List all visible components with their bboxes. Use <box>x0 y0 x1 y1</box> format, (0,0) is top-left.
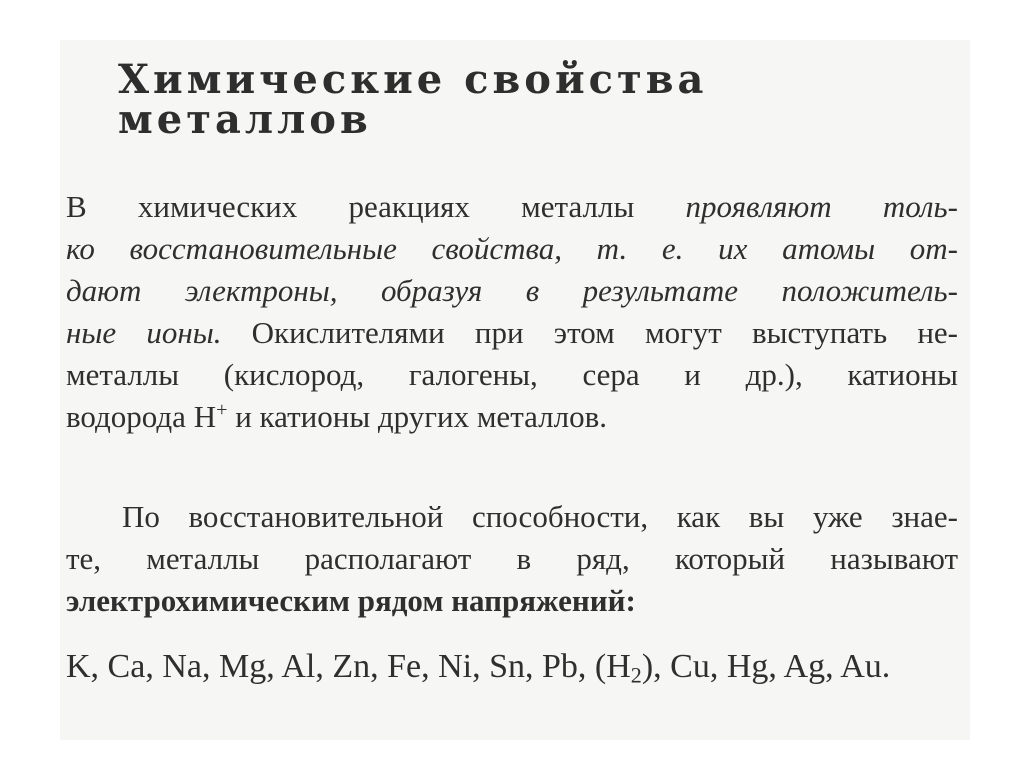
superscript: + <box>216 398 228 421</box>
paragraph-2-line-3: электрохимическим рядом напряжений: <box>66 583 636 618</box>
electrochemical-series <box>66 645 958 698</box>
text-run: Окислителями при этом могут выступать не- <box>221 315 958 350</box>
paragraph-2-line-2: те, металлы располагают в ряд, который называют <box>66 541 958 576</box>
paragraph-1-line-3 <box>66 270 958 312</box>
italic-run: образуя в результате положитель- <box>380 273 958 308</box>
italic-run: дают электроны, <box>66 273 381 308</box>
paragraph-1-line-2: ко восстановительные свойства, т. е. их атомы от- <box>66 231 958 266</box>
subscript: 2 <box>630 662 642 688</box>
text-run: водорода H <box>66 399 217 434</box>
italic-run: проявляют толь- <box>685 189 958 224</box>
italic-run: ные ионы. <box>66 315 222 350</box>
paragraph-2 <box>66 496 958 622</box>
paragraph-1-line-1 <box>66 186 958 228</box>
series-text: K, Ca, Na, Mg, Al, Zn, Fe, Ni, Sn, Pb, (H <box>66 648 631 685</box>
series-text: ), Cu, Hg, Ag, Au. <box>641 648 891 685</box>
text-run: и катионы других металлов. <box>227 399 607 434</box>
paragraph-1-line-4 <box>66 312 958 354</box>
paragraph-1-line-5: металлы (кислород, галогены, сера и др.), катионы <box>66 357 958 392</box>
paragraph-2-line-1: По восстановительной способности, как вы уже знае- <box>122 499 958 534</box>
paragraph-1 <box>66 186 958 438</box>
title-line-2: металлов <box>118 96 372 143</box>
page-title <box>118 56 708 143</box>
text-run: В химических реакциях металлы <box>66 189 686 224</box>
title-line-1: Химические свойства <box>118 56 708 103</box>
paragraph-1-line-6 <box>66 396 958 438</box>
